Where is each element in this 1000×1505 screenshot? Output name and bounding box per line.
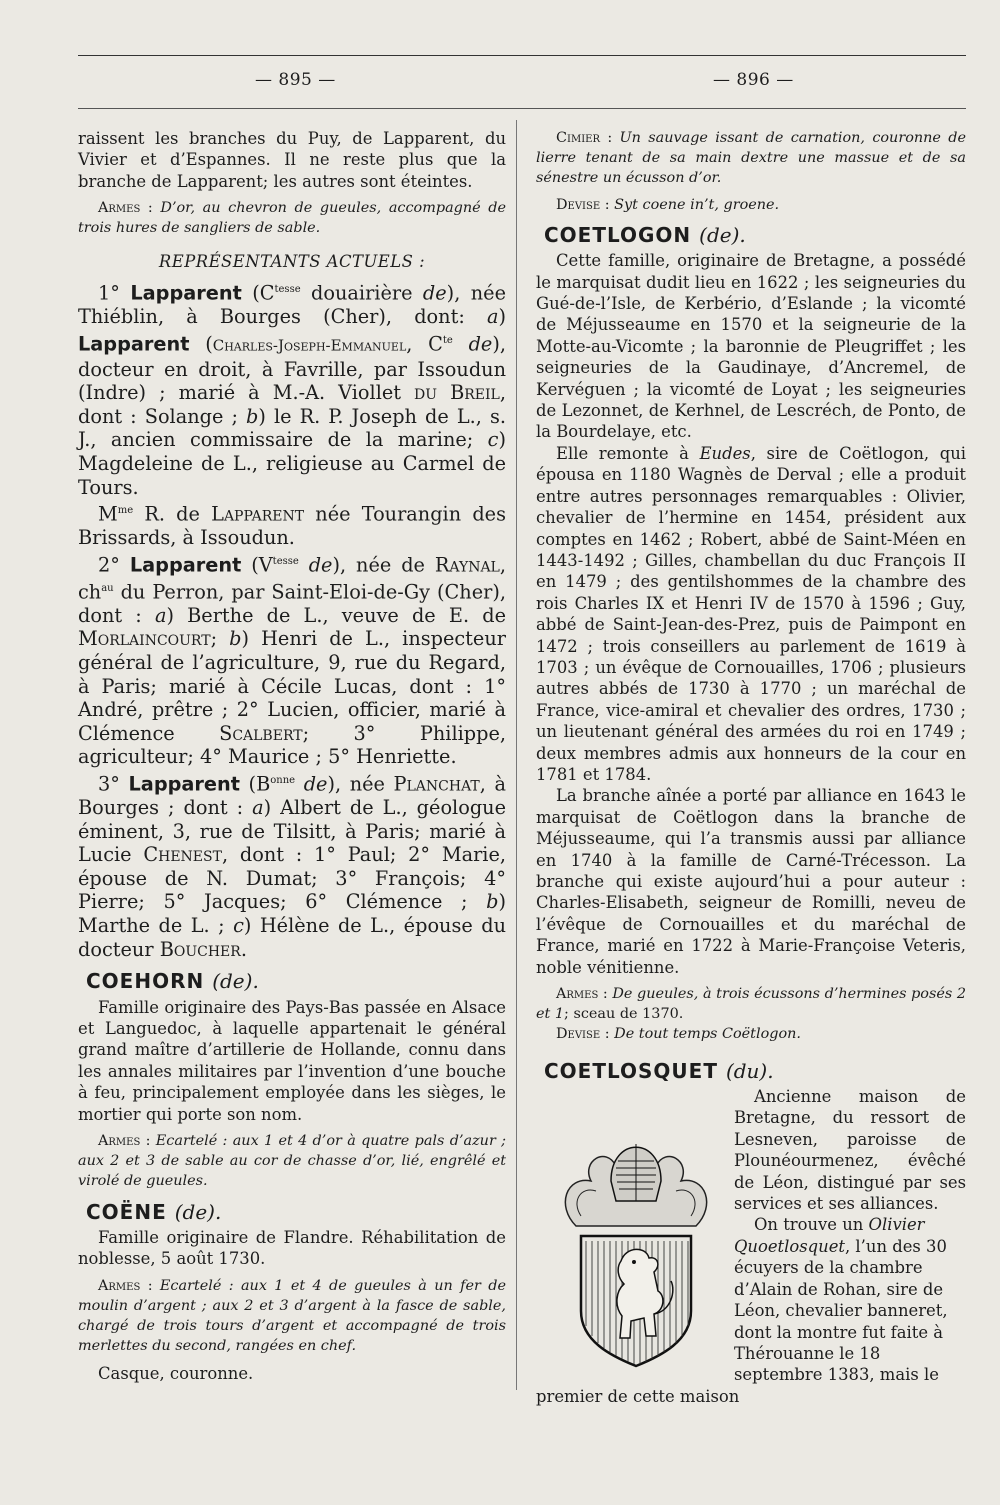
- italic-part: a: [252, 796, 264, 820]
- heading-coehorn: [86, 971, 506, 992]
- heading-coetlogon: [544, 222, 966, 247]
- paragraph-coetlogon-2: [536, 443, 966, 786]
- text-part: ), née de: [332, 553, 435, 577]
- heading-text: COETLOSQUET: [544, 1058, 718, 1083]
- smallcaps-part: Charles-Joseph-Emmanuel: [212, 336, 407, 355]
- armes-label: Armes: [556, 986, 599, 1003]
- entry-number: 1°: [98, 281, 120, 305]
- armes-text: Ecartelé : aux 1 et 4 de gueules à un fer de moulin d’argent ; aux 2 et 3 d’argent à la fasce de sable, chargé de trois tours d’argent et accompagné de trois merlettes du second, rangées en chef.: [78, 1277, 506, 1355]
- casque-couronne: Casque, couronne.: [98, 1363, 254, 1383]
- text-part: (: [189, 332, 213, 356]
- text-part: , ch: [78, 553, 506, 604]
- text-part: ; 3° Philippe, agriculteur; 4° Maurice ; 5° Henriette.: [78, 721, 507, 769]
- text-part: ) Hélène de L., épouse du docteur: [78, 914, 506, 961]
- armes-label: Armes: [98, 1133, 141, 1150]
- text-part: , sire de Coëtlogon, qui épousa en 1180 Wagnès de Derval ; elle a produit entre autres personnages remarquables : Olivier, chevalier de l’hermine en 1454, président aux comptes en 1462 ; Robert, abbé de Saint-Méen en 1443-1492 ; Gilles, chambellan du duc François II en 1479 ; des gentilshommes de la chambre des rois Charles IX et Henri IV de 1570 à 1596 ; Guy, abbé de Saint-Jean-des-Prez, puis de Paimpont en 1472 ; trois conseillers au parlement de 1619 à 1703 ; un évêque de Cornouailles, 1706 ; plusieurs autres abbés de 1730 à 1770 ; un maréchal de France, vice-amiral et chevalier des ordres, 1730 ; un lieutenant général des armées du roi en 1749 ; deux membres admis aux honneurs de la cour en 1781 et 1784.: [536, 443, 967, 784]
- text-part: ) Berthe de L., veuve de E. de: [166, 603, 506, 627]
- text-part: , C: [406, 332, 443, 356]
- italic-part: a: [154, 603, 167, 627]
- italic-part: de: [303, 772, 328, 796]
- cimier-label: Cimier: [556, 130, 600, 146]
- coat-of-arms-image: [546, 1086, 726, 1376]
- smallcaps-part: Planchat: [393, 772, 480, 796]
- text-part: .: [240, 937, 247, 961]
- italic-part: de: [468, 332, 493, 356]
- right-column: [536, 128, 966, 1407]
- entry-name: Lapparent: [129, 553, 242, 577]
- representant-1: [78, 278, 506, 499]
- heading-text: COETLOGON: [544, 222, 692, 247]
- smallcaps-part: Scalbert: [219, 721, 303, 745]
- text-part: (C: [252, 281, 275, 305]
- text-part: ): [498, 305, 506, 329]
- text-part: ), docteur en droit, à Favrille, par Issoudun (Indre) ; marié à M.-A. Viollet: [78, 332, 506, 405]
- madame-lapparent: [78, 499, 506, 550]
- text-part: , dont : Solange ;: [78, 381, 506, 428]
- smallcaps-part: Raynal: [434, 553, 500, 577]
- devise-text: Syt coene in’t, groene.: [614, 196, 780, 213]
- text-part: Elle remonte à: [556, 443, 700, 463]
- paragraph-coehorn: Famille originaire des Pays-Bas passée en Alsace et Languedoc, à laquelle appartenait le général grand maître d’artillerie de Hollande, connu dans les annales militaires par l’invention d’une bouche à feu, principalement employée dans les sièges, le mortier qui porte son nom.: [78, 997, 506, 1124]
- smallcaps-part: Chenest: [143, 843, 222, 867]
- text-part: douairière: [300, 281, 423, 305]
- text-part: On trouve un: [754, 1215, 869, 1235]
- devise-coetlogon: Devise : De tout temps Coëtlogon.: [556, 1026, 801, 1043]
- text-part: ; sceau de 1370.: [564, 1006, 684, 1023]
- left-column: [78, 128, 506, 1384]
- text-part: du Perron, par Saint-Eloi-de-Gy (Cher), dont :: [78, 580, 506, 627]
- heading-particle: (de).: [174, 1199, 222, 1224]
- armes-text: D’or, au chevron de gueules, accompagné de trois hures de sangliers de sable.: [78, 200, 506, 237]
- coat-of-arms-icon: [546, 1086, 726, 1376]
- armes-coene: Armes : Ecartelé : aux 1 et 4 de gueules à un fer de moulin d’argent ; aux 2 et 3 d’argent à la fasce de sable, chargé de trois tours d’argent et accompagné de trois merlettes du second, rangées en chef.: [78, 1277, 506, 1355]
- header-rule: [78, 108, 966, 109]
- text-part: , dont : 1° Paul; 2° Marie, épouse de N. Dumat; 3° François; 4° Pierre; 5° Jacques; 6° Clémence ;: [78, 843, 506, 914]
- italic-part: b: [486, 890, 499, 914]
- text-part: née Tourangin des Brissards, à Issoudun.: [78, 502, 506, 550]
- armes-text: Ecartelé : aux 1 et 4 d’or à quatre pals d’azur ; aux 2 et 3 de sable au cor de chasse d’or, lié, engrêlé et virolé de gueules.: [78, 1133, 506, 1190]
- armes-coehorn: Armes : Ecartelé : aux 1 et 4 d’or à quatre pals d’azur ; aux 2 et 3 de sable au cor de chasse d’or, lié, engrêlé et virolé de gueules.: [78, 1133, 506, 1190]
- text-part: ) Marthe de L. ;: [78, 890, 506, 937]
- text-part: ), née: [327, 772, 394, 796]
- text-part: ) Magdeleine de L., religieuse au Carmel de Tours.: [78, 428, 506, 499]
- top-rule: [78, 55, 966, 56]
- cimier-coene: Cimier : Un sauvage issant de carnation, couronne de lierre tenant de sa main dextre une massue et de sa sénestre un écusson d’or.: [536, 130, 966, 187]
- heading-text: COËNE: [86, 1199, 167, 1224]
- italic-part: b: [229, 627, 242, 651]
- devise-text: De tout temps Coëtlogon.: [614, 1026, 801, 1043]
- italic-part: de: [308, 553, 333, 577]
- superscript: tesse: [274, 284, 301, 296]
- text-part: (V: [241, 553, 273, 577]
- heading-coetlosquet: [544, 1058, 966, 1083]
- representant-3: [78, 769, 506, 961]
- italic-part: c: [233, 914, 244, 937]
- entry-name: Lapparent: [128, 772, 240, 796]
- devise-label: Devise: [556, 1026, 601, 1043]
- smallcaps-part: Morlaincourt: [78, 627, 211, 651]
- entry-number: 2°: [98, 553, 120, 577]
- text-part: M: [98, 502, 118, 526]
- armes-lapparent: Armes : D’or, au chevron de gueules, accompagné de trois hures de sangliers de sable.: [78, 200, 506, 237]
- armes-coetlogon: Armes : De gueules, à trois écussons d’hermines posés 2 et 1; sceau de 1370.: [536, 986, 966, 1023]
- cimier-text: Un sauvage issant de carnation, couronne de lierre tenant de sa main dextre une massue et de sa sénestre un écusson d’or.: [536, 130, 966, 187]
- text-part: ) Henri de L., inspecteur général de l’agriculture, 9, rue du Regard, à Paris; marié à Cécile Lucas, dont : 1° André, prêtre ; 2° Lucien, officier, marié à Clémence: [78, 627, 506, 745]
- italic-part: a: [486, 305, 499, 329]
- entry-number: 3°: [98, 772, 120, 796]
- text-part: , à Bourges ; dont :: [78, 772, 506, 820]
- superscript: me: [117, 505, 134, 517]
- left-page-number: — 895 —: [255, 70, 336, 90]
- paragraph-coetlogon-3: La branche aînée a porté par alliance en 1643 le marquisat de Coëtlogon dans la branche de Méjusseaume, qui l’a transmis aussi par alliance en 1740 à la famille de Carné-Trécesson. La branche qui existe aujourd’hui a pour auteur : Charles-Elisabeth, seigneur de Romilli, neveu de l’évêque de Cornouailles et du maréchal de France, marié en 1722 à Marie-Françoise Veteris, noble vénitienne.: [536, 786, 966, 977]
- heading-particle: (du).: [725, 1058, 774, 1083]
- text-part: , l’un des 30 écuyers de la chambre d’Alain de Rohan, sire de Léon, chevalier banneret, dont la montre fut faite à Thérouanne le 18 septembre 1383, mais le premier de cette maison: [536, 1236, 948, 1406]
- armes-text: De gueules, à trois écussons d’hermines posés 2 et 1: [536, 986, 966, 1023]
- armes-label: Armes: [98, 1277, 141, 1294]
- paragraph-coene: Famille originaire de Flandre. Réhabilitation de noblesse, 5 août 1730.: [78, 1228, 506, 1269]
- text-part: ), née Thiéblin, à Bourges (Cher), dont:: [78, 281, 506, 329]
- text-part: [453, 332, 469, 355]
- devise-label: Devise: [556, 196, 601, 213]
- superscript: onne: [270, 775, 296, 787]
- smallcaps-part: du Breil: [414, 381, 500, 405]
- text-part: ) le R. P. Joseph de L., s. J., ancien commissaire de la marine;: [78, 404, 506, 452]
- paragraph-coetlogon-1: Cette famille, originaire de Bretagne, a possédé le marquisat dudit lieu en 1622 ; les seigneuries du Gué-de-l’Isle, de Kerbério, d’Eslande ; la vicomté de Méjusseaume en 1570 et la seigneurie de la Motte-au-Vicomte ; la baronnie de Pleugriffet ; les seigneuries de la Gaudinaye, d’Ancremel, de Kervéguen ; la vicomté de Loyat ; les seigneuries de Lezonnet, de Kerhnel, de Lescréch, de Ponto, de la Bourdelaye, etc.: [536, 251, 966, 442]
- heading-coene: [86, 1199, 506, 1224]
- heading-particle: (de).: [699, 222, 746, 247]
- right-page-number: — 896 —: [713, 70, 794, 90]
- devise-coene: Devise : Syt coene in’t, groene.: [556, 196, 780, 213]
- text-part: (B: [239, 772, 271, 796]
- italic-part: Eudes: [699, 443, 751, 463]
- entry-name: Lapparent: [130, 281, 242, 305]
- representant-2: [78, 550, 506, 769]
- heading-text: COEHORN: [86, 969, 205, 994]
- italic-part: b: [246, 404, 259, 428]
- italic-part: de: [422, 281, 447, 305]
- column-divider: [516, 120, 517, 1390]
- superscript: tesse: [272, 555, 299, 567]
- text-part: R. de: [133, 502, 212, 526]
- smallcaps-part: Lapparent: [211, 502, 305, 526]
- smallcaps-part: Boucher: [159, 937, 241, 961]
- entry-name: Lapparent: [78, 332, 190, 356]
- italic-part: c: [487, 428, 499, 452]
- paragraph-coetlosquet-1: Ancienne maison de Bretagne, du ressort de Lesneven, paroisse de Plounéourmenez, évêché de Léon, distingué par ses services et ses alliances.: [734, 1087, 966, 1214]
- representants-title: REPRÉSENTANTS ACTUELS :: [158, 251, 426, 271]
- superscript: te: [442, 334, 453, 346]
- italic-part: Olivier Quoetlosquet: [734, 1215, 925, 1256]
- text-part: ) Albert de L., géologue éminent, 3, rue de Tilsitt, à Paris; marié à Lucie: [78, 796, 506, 867]
- superscript: au: [101, 582, 114, 594]
- armes-label: Armes: [98, 200, 141, 217]
- heading-particle: (de).: [212, 969, 259, 994]
- text-part: ;: [210, 627, 230, 651]
- paragraph-lapparent-branches: raissent les branches du Puy, de Lapparent, du Vivier et d’Espannes. Il ne reste plus que la branche de Lapparent; les autres sont éteintes.: [78, 129, 506, 191]
